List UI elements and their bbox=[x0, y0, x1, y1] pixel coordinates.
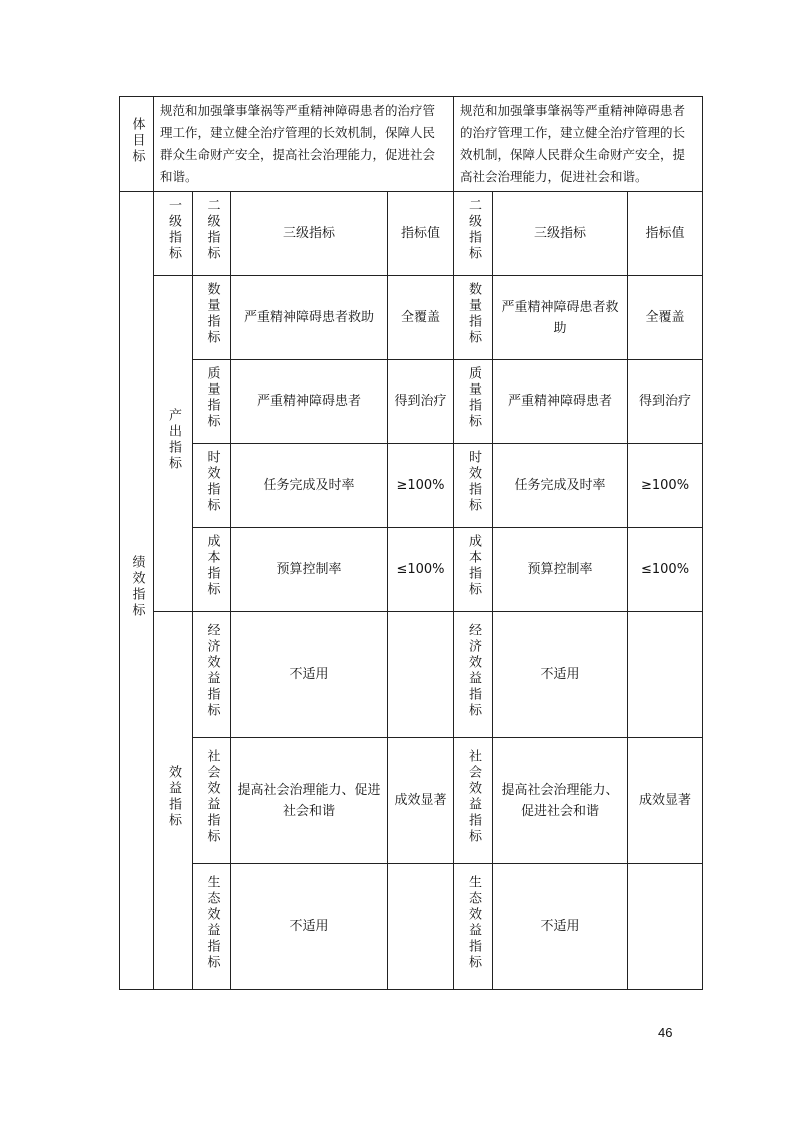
value-cell: 得到治疗 bbox=[388, 360, 454, 444]
goal-text-left: 规范和加强肇事肇祸等严重精神障碍患者的治疗管理工作，建立健全治疗管理的长效机制，保障人民群众生命财产安全，提高社会治理能力，促进社会和谐。 bbox=[154, 97, 454, 192]
header-level2-right: 二级指标 bbox=[454, 192, 493, 276]
level3-cell: 不适用 bbox=[231, 612, 388, 738]
value-cell: 成效显著 bbox=[388, 738, 454, 864]
level2-cell: 经济效益指标 bbox=[193, 612, 231, 738]
level3-cell: 不适用 bbox=[493, 612, 628, 738]
level3-cell: 不适用 bbox=[231, 864, 388, 990]
level3-cell: 任务完成及时率 bbox=[231, 444, 388, 528]
value-cell bbox=[628, 612, 703, 738]
level2-cell: 经济效益指标 bbox=[454, 612, 493, 738]
level2-cell: 生态效益指标 bbox=[454, 864, 493, 990]
value-cell: 成效显著 bbox=[628, 738, 703, 864]
level3-cell: 严重精神障碍患者 bbox=[493, 360, 628, 444]
level3-cell: 预算控制率 bbox=[231, 528, 388, 612]
level3-cell: 提高社会治理能力、促进社会和谐 bbox=[231, 738, 388, 864]
value-cell bbox=[388, 864, 454, 990]
table-row bbox=[120, 528, 703, 612]
header-row bbox=[120, 192, 703, 276]
level2-cell: 社会效益指标 bbox=[193, 738, 231, 864]
goal-label: 体目标 bbox=[120, 97, 154, 192]
group-label-benefit: 效益指标 bbox=[154, 612, 193, 990]
level3-cell: 严重精神障碍患者 bbox=[231, 360, 388, 444]
level2-cell: 数量指标 bbox=[193, 276, 231, 360]
level2-cell: 成本指标 bbox=[454, 528, 493, 612]
value-cell: ≤100% bbox=[628, 528, 703, 612]
header-level1: 一级指标 bbox=[154, 192, 193, 276]
value-cell: ≥100% bbox=[388, 444, 454, 528]
table-row bbox=[120, 444, 703, 528]
level2-cell: 质量指标 bbox=[193, 360, 231, 444]
goal-row bbox=[120, 97, 703, 192]
level3-cell: 严重精神障碍患者救助 bbox=[493, 276, 628, 360]
value-cell bbox=[628, 864, 703, 990]
value-cell: ≥100% bbox=[628, 444, 703, 528]
level3-cell: 任务完成及时率 bbox=[493, 444, 628, 528]
goal-text-right: 规范和加强肇事肇祸等严重精神障碍患者的治疗管理工作，建立健全治疗管理的长效机制，保障人民群众生命财产安全，提高社会治理能力，促进社会和谐。 bbox=[454, 97, 703, 192]
group-label-output: 产出指标 bbox=[154, 276, 193, 612]
level3-cell: 不适用 bbox=[493, 864, 628, 990]
level3-cell: 严重精神障碍患者救助 bbox=[231, 276, 388, 360]
level3-cell: 提高社会治理能力、促进社会和谐 bbox=[493, 738, 628, 864]
header-level2-left: 二级指标 bbox=[193, 192, 231, 276]
table-row bbox=[120, 276, 703, 360]
header-level3-left: 三级指标 bbox=[231, 192, 388, 276]
level2-cell: 质量指标 bbox=[454, 360, 493, 444]
table-row bbox=[120, 360, 703, 444]
performance-table bbox=[119, 96, 703, 990]
header-value-left: 指标值 bbox=[388, 192, 454, 276]
table-row bbox=[120, 612, 703, 738]
value-cell: 全覆盖 bbox=[628, 276, 703, 360]
header-value-right: 指标值 bbox=[628, 192, 703, 276]
header-level3-right: 三级指标 bbox=[493, 192, 628, 276]
level2-cell: 时效指标 bbox=[454, 444, 493, 528]
table-row bbox=[120, 864, 703, 990]
level2-cell: 生态效益指标 bbox=[193, 864, 231, 990]
value-cell: 得到治疗 bbox=[628, 360, 703, 444]
table-row bbox=[120, 738, 703, 864]
level2-cell: 成本指标 bbox=[193, 528, 231, 612]
level2-cell: 数量指标 bbox=[454, 276, 493, 360]
page-number: 46 bbox=[658, 1025, 673, 1040]
value-cell: 全覆盖 bbox=[388, 276, 454, 360]
level3-cell: 预算控制率 bbox=[493, 528, 628, 612]
level2-cell: 社会效益指标 bbox=[454, 738, 493, 864]
section-label: 绩效指标 bbox=[120, 192, 154, 990]
level2-cell: 时效指标 bbox=[193, 444, 231, 528]
value-cell: ≤100% bbox=[388, 528, 454, 612]
value-cell bbox=[388, 612, 454, 738]
